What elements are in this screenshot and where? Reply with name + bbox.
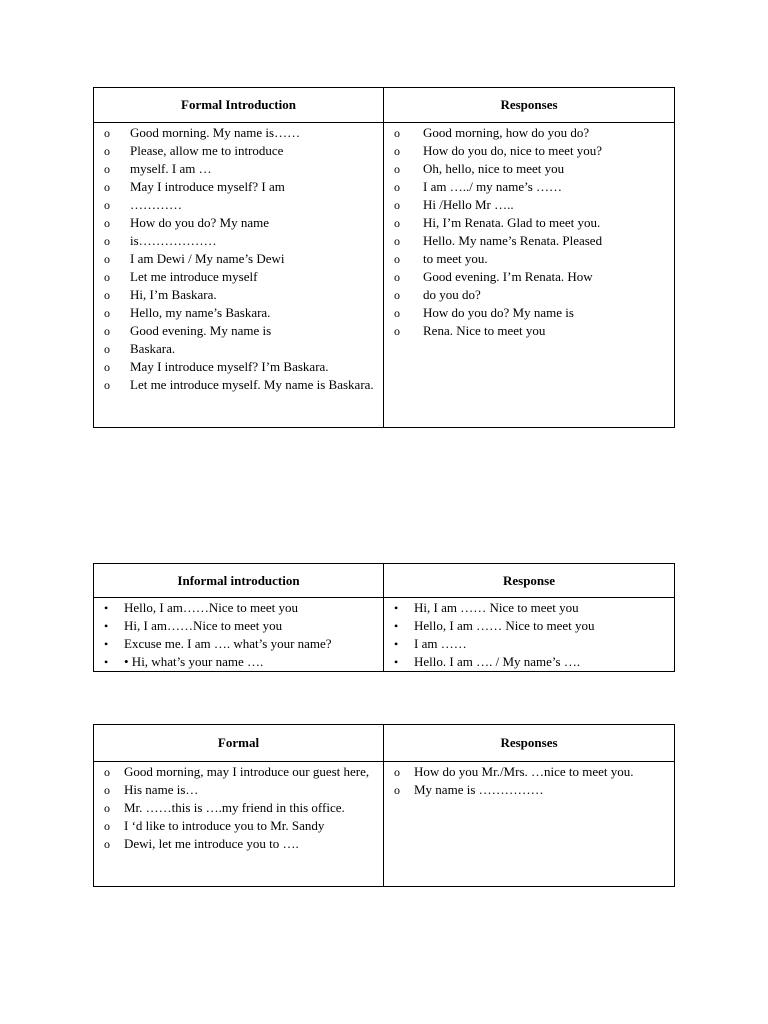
circle-marker: o [104, 180, 110, 194]
list-item-text: Let me introduce myself [130, 269, 258, 284]
list-item [384, 232, 674, 250]
formal-introduction-table [93, 87, 675, 428]
responses-header: Responses [500, 735, 558, 750]
circle-marker: o [104, 126, 110, 140]
bullet-marker: • [394, 637, 399, 651]
list-item-text: I am …../ my name’s …… [423, 179, 563, 194]
list-item-text: May I introduce myself? I’m Baskara. [130, 359, 329, 374]
formal-introduction-header: Formal Introduction [94, 88, 384, 122]
responses-list [384, 763, 674, 799]
list-item-text: Baskara. [130, 341, 176, 356]
circle-marker: o [394, 288, 400, 302]
circle-marker: o [394, 162, 400, 176]
list-item-text: Hello, I am……Nice to meet you [124, 600, 299, 615]
informal-introduction-table [93, 563, 675, 672]
circle-marker: o [394, 216, 400, 230]
list-item-text: to meet you. [423, 251, 488, 266]
table-body-row [94, 123, 674, 427]
list-item [384, 653, 674, 671]
formal-list [94, 763, 383, 853]
list-item [384, 124, 674, 142]
circle-marker: o [104, 144, 110, 158]
formal-introduction-list [94, 124, 383, 394]
bullet-marker: • [104, 601, 109, 615]
list-item [94, 340, 383, 358]
formal-header: Formal [94, 725, 384, 761]
circle-marker: o [104, 801, 110, 815]
circle-marker: o [104, 378, 110, 392]
circle-marker: o [394, 783, 400, 797]
list-item-text: • Hi, what’s your name …. [124, 654, 264, 669]
bullet-marker: • [104, 619, 109, 633]
list-item [94, 268, 383, 286]
list-item-text: Mr. ……this is ….my friend in this office. [124, 800, 345, 815]
list-item-text: Hi, I am……Nice to meet you [124, 618, 283, 633]
list-item-text: I ‘d like to introduce you to Mr. Sandy [124, 818, 325, 833]
list-item [384, 250, 674, 268]
list-item-text: Let me introduce myself. My name is Baskara. [130, 377, 374, 392]
circle-marker: o [394, 765, 400, 779]
circle-marker: o [394, 234, 400, 248]
list-item [384, 268, 674, 286]
list-item [94, 763, 383, 781]
list-item-text: His name is… [124, 782, 199, 797]
list-item-text: Dewi, let me introduce you to …. [124, 836, 299, 851]
circle-marker: o [394, 144, 400, 158]
responses-header: Responses [500, 97, 558, 112]
list-item-text: How do you Mr./Mrs. …nice to meet you. [414, 764, 634, 779]
list-item [384, 599, 674, 617]
circle-marker: o [394, 126, 400, 140]
table-header-row [94, 725, 674, 762]
list-item [94, 358, 383, 376]
list-item-text: Please, allow me to introduce [130, 143, 284, 158]
circle-marker: o [104, 783, 110, 797]
list-item [94, 214, 383, 232]
circle-marker: o [104, 216, 110, 230]
circle-marker: o [394, 324, 400, 338]
list-item [94, 617, 383, 635]
bullet-marker: • [394, 601, 399, 615]
list-item [94, 781, 383, 799]
list-item [94, 635, 383, 653]
list-item [94, 599, 383, 617]
bullet-marker: • [394, 655, 399, 669]
list-item [384, 635, 674, 653]
list-item-text: Rena. Nice to meet you [423, 323, 546, 338]
list-item [94, 160, 383, 178]
list-item-text: Hi, I’m Baskara. [130, 287, 217, 302]
circle-marker: o [104, 198, 110, 212]
list-item-text: Good evening. My name is [130, 323, 272, 338]
circle-marker: o [104, 288, 110, 302]
list-item-text: Hi, I am …… Nice to meet you [414, 600, 579, 615]
circle-marker: o [104, 270, 110, 284]
list-item [384, 160, 674, 178]
informal-introduction-header: Informal introduction [94, 564, 384, 597]
list-item [94, 322, 383, 340]
list-item-text: How do you do? My name is [423, 305, 574, 320]
list-item-text: How do you do? My name [130, 215, 270, 230]
bullet-marker: • [394, 619, 399, 633]
list-item-text: do you do? [423, 287, 481, 302]
list-item [384, 286, 674, 304]
list-item-text: Good morning. My name is…… [130, 125, 301, 140]
list-item [94, 250, 383, 268]
table-body-row [94, 598, 674, 671]
list-item-text: Good morning, may I introduce our guest here, [124, 764, 370, 779]
circle-marker: o [104, 765, 110, 779]
list-item [94, 653, 383, 671]
table-body-row [94, 762, 674, 886]
response-header: Response [502, 572, 555, 588]
list-item-text: I am …… [414, 636, 467, 651]
list-item-text: Hi /Hello Mr ….. [423, 197, 514, 212]
list-item [384, 322, 674, 340]
list-item-text: How do you do, nice to meet you? [423, 143, 603, 158]
list-item [94, 232, 383, 250]
list-item-text: ………… [130, 197, 182, 212]
circle-marker: o [104, 162, 110, 176]
response-list [384, 599, 674, 671]
list-item [384, 142, 674, 160]
list-item [384, 214, 674, 232]
table-header-row [94, 88, 674, 123]
list-item-text: Oh, hello, nice to meet you [423, 161, 565, 176]
list-item-text: I am Dewi / My name’s Dewi [130, 251, 285, 266]
circle-marker: o [394, 198, 400, 212]
list-item [94, 304, 383, 322]
circle-marker: o [104, 252, 110, 266]
bullet-marker: • [104, 637, 109, 651]
list-item-text: myself. I am … [130, 161, 212, 176]
circle-marker: o [104, 837, 110, 851]
list-item [384, 781, 674, 799]
list-item-text: My name is …………… [414, 782, 544, 797]
list-item-text: Good morning, how do you do? [423, 125, 590, 140]
list-item-text: May I introduce myself? I am [130, 179, 285, 194]
list-item [94, 376, 383, 394]
list-item-text: Excuse me. I am …. what’s your name? [124, 636, 332, 651]
circle-marker: o [104, 342, 110, 356]
list-item-text: Hello, I am …… Nice to meet you [414, 618, 595, 633]
table-header-row [94, 564, 674, 598]
circle-marker: o [104, 324, 110, 338]
bullet-marker: • [104, 655, 109, 669]
responses-list [384, 124, 674, 340]
circle-marker: o [104, 819, 110, 833]
list-item-text: Hi, I’m Renata. Glad to meet you. [423, 215, 601, 230]
circle-marker: o [104, 234, 110, 248]
formal-table [93, 724, 675, 887]
list-item [94, 142, 383, 160]
circle-marker: o [394, 180, 400, 194]
list-item [384, 617, 674, 635]
list-item [94, 835, 383, 853]
informal-introduction-list [94, 599, 383, 671]
list-item [94, 286, 383, 304]
list-item-text: Hello. I am …. / My name’s …. [414, 654, 581, 669]
list-item [384, 178, 674, 196]
list-item [94, 196, 383, 214]
list-item [94, 124, 383, 142]
circle-marker: o [394, 306, 400, 320]
circle-marker: o [394, 270, 400, 284]
list-item [384, 304, 674, 322]
list-item-text: Good evening. I’m Renata. How [423, 269, 593, 284]
list-item [94, 178, 383, 196]
list-item-text: is……………… [130, 233, 217, 248]
circle-marker: o [104, 360, 110, 374]
circle-marker: o [394, 252, 400, 266]
circle-marker: o [104, 306, 110, 320]
list-item [384, 763, 674, 781]
list-item-text: Hello. My name’s Renata. Pleased [423, 233, 603, 248]
list-item [384, 196, 674, 214]
list-item [94, 817, 383, 835]
list-item [94, 799, 383, 817]
list-item-text: Hello, my name’s Baskara. [130, 305, 271, 320]
